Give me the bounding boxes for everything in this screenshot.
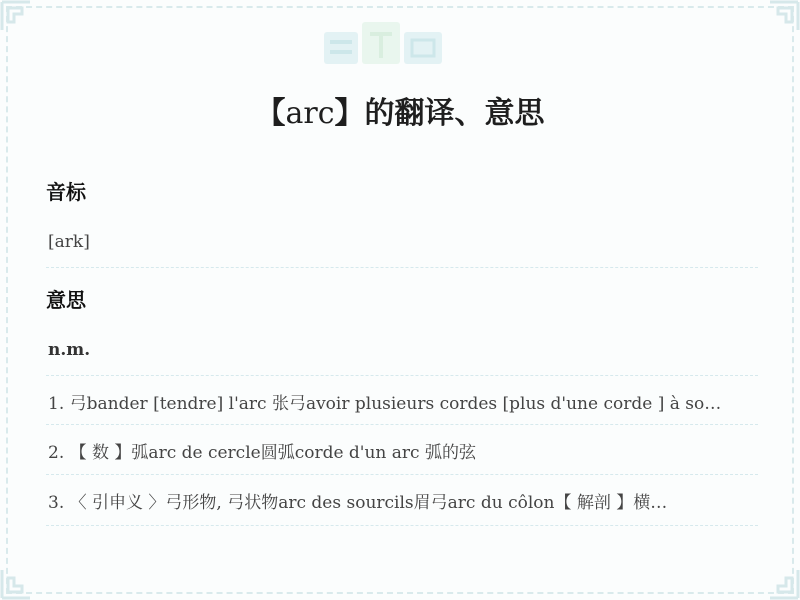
phonetic-heading: 音标 [46,180,86,204]
site-logo [322,18,446,80]
title-word: arc [285,96,335,131]
corner-ornament-icon [0,560,40,600]
phonetic-value: [ark] [46,232,758,268]
corner-ornament-icon [760,0,800,40]
logo-watermark-icon [322,18,446,68]
meaning-heading: 意思 [46,288,86,312]
corner-ornament-icon [760,560,800,600]
page-title: 【arc】的翻译、意思 [255,96,545,131]
definition-item: 2. 【 数 】弧arc de cercle圆弧corde d'un arc 弧的弦 [46,438,758,475]
definition-item: 1. 弓bander [tendre] l'arc 张弓avoir plusieurs cordes [plus d'une corde ] à so… [46,389,758,425]
part-of-speech: n.m. [46,340,758,376]
corner-ornament-icon [0,0,40,40]
definition-item: 3. 〈 引申义 〉弓形物, 弓状物arc des sourcils眉弓arc du côlon【 解剖 】横… [46,488,758,526]
